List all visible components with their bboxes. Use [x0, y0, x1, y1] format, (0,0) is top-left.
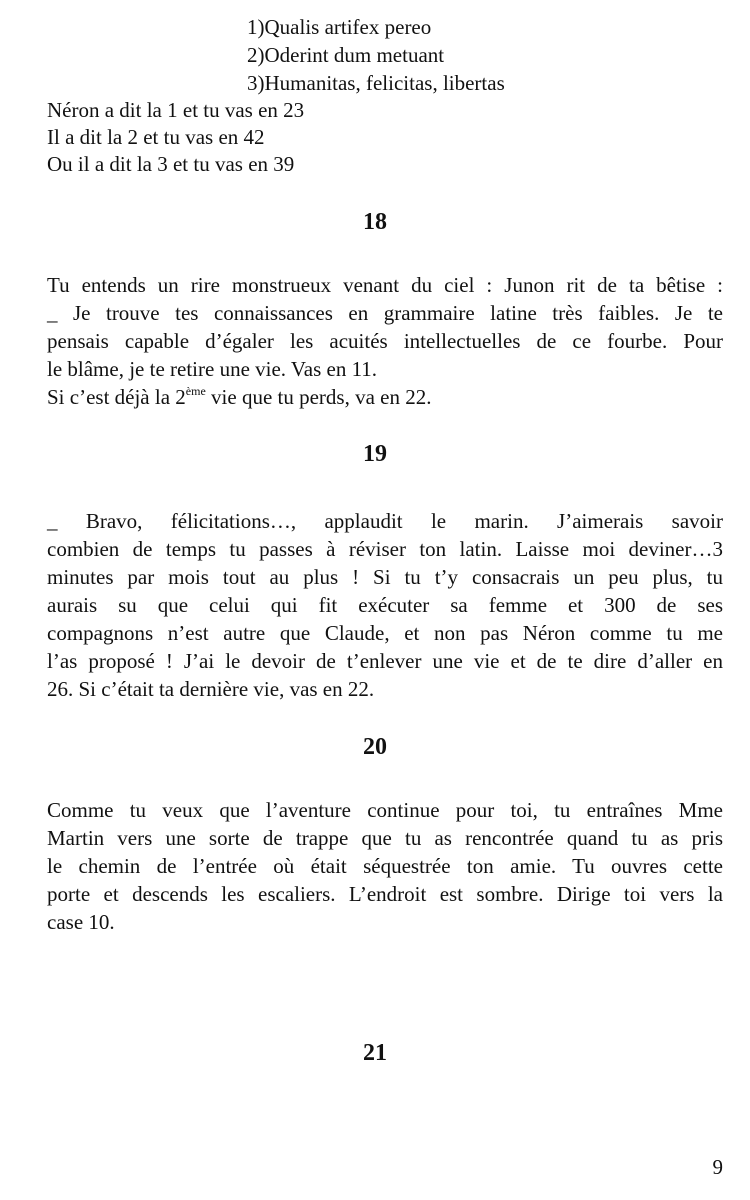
section-18-last-line-end: vie que tu perds, va en 22.: [205, 385, 432, 409]
section-18-last-line-start: Si c’est déjà la 2: [47, 385, 186, 409]
page-number: 9: [712, 1155, 723, 1179]
latin-quote-options: [247, 14, 667, 98]
section-18-line: Tu entends un rire monstrueux venant du ciel : Junon rit de ta bêtise :: [47, 273, 723, 297]
choice-3: Ou il a dit la 3 et tu vas en 39: [47, 152, 295, 176]
section-19-line: _ Bravo, félicitations…, applaudit le marin. J’aimerais savoir: [47, 509, 723, 533]
section-number-19: 19: [363, 441, 387, 467]
section-19-line: 26. Si c’était ta dernière vie, vas en 22.: [47, 677, 375, 701]
section-19-line: minutes par mois tout au plus ! Si tu t’y consacrais un peu plus, tu: [47, 565, 723, 589]
section-20-line: case 10.: [47, 910, 115, 934]
section-18-last-line: [47, 384, 723, 412]
section-19-line: compagnons n’est autre que Claude, et non pas Néron comme tu me: [47, 621, 723, 645]
option-2: 2)Oderint dum metuant: [247, 43, 445, 67]
choice-list: [47, 97, 707, 178]
choice-2: Il a dit la 2 et tu vas en 42: [47, 125, 265, 149]
section-number-21: 21: [363, 1040, 387, 1066]
section-18-line: le blâme, je te retire une vie. Vas en 11.: [47, 357, 378, 381]
section-19-line: combien de temps tu passes à réviser ton latin. Laisse moi deviner…3: [47, 537, 723, 561]
section-20-line: le chemin de l’entrée où était séquestrée ton amie. Tu ouvres cette: [47, 854, 723, 878]
section-18-line: _ Je trouve tes connaissances en grammaire latine très faibles. Je te: [47, 301, 723, 325]
section-number-20: 20: [363, 734, 387, 760]
section-18-text: [47, 272, 723, 412]
section-19-line: aurais su que celui qui fit exécuter sa femme et 300 de ses: [47, 593, 723, 617]
ordinal-superscript: ème: [185, 384, 206, 398]
section-18-line: pensais capable d’égaler les acuités intellectuelles de ce fourbe. Pour: [47, 329, 723, 353]
section-19-line: l’as proposé ! J’ai le devoir de t’enlever une vie et de te dire d’aller en: [47, 649, 723, 673]
section-20-line: Comme tu veux que l’aventure continue pour toi, tu entraînes Mme: [47, 798, 723, 822]
choice-1: Néron a dit la 1 et tu vas en 23: [47, 98, 305, 122]
section-20-line: porte et descends les escaliers. L’endroit est sombre. Dirige toi vers la: [47, 882, 723, 906]
section-number-18: 18: [363, 209, 387, 235]
option-3: 3)Humanitas, felicitas, libertas: [247, 71, 505, 95]
option-1: 1)Qualis artifex pereo: [247, 15, 432, 39]
section-20-text: [47, 797, 723, 937]
section-20-line: Martin vers une sorte de trappe que tu as rencontrée quand tu as pris: [47, 826, 723, 850]
section-19-text: [47, 508, 723, 704]
